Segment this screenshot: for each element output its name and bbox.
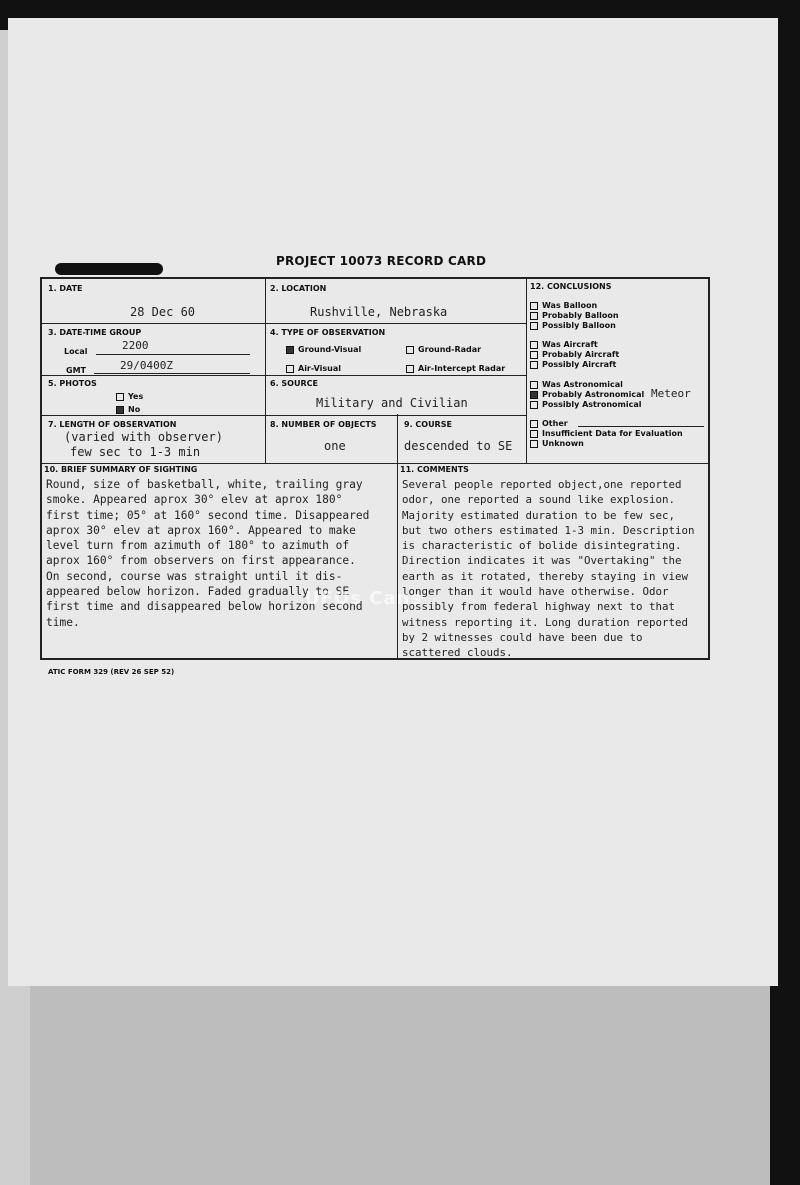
summary-line: aprox 30° elev at aprox 160°. Appeared to make [46,523,356,537]
conclusion-item [530,439,584,448]
checkbox-icon [530,312,538,320]
air-visual-label: Air-Visual [298,364,342,373]
redaction-mark [55,263,163,275]
comments-line: odor, one reported a sound like explosion. [402,493,676,507]
conclusion-label: Probably Astronomical [542,390,645,399]
checkbox-icon [530,401,538,409]
local-underline [96,354,250,355]
summary-line: first time and disappeared below horizon second [46,600,363,614]
card-title: PROJECT 10073 RECORD CARD [276,254,487,268]
conclusion-item [530,360,616,369]
comments-text [402,477,695,661]
air-visual-option [286,364,341,373]
length-line2: few sec to 1-3 min [70,445,201,459]
conclusion-label: Possibly Balloon [542,321,616,330]
checked-box-icon [116,406,124,414]
comments-line: Several people reported object,one reported [402,478,682,491]
photos-no-option [116,405,140,414]
checkbox-icon [530,351,538,359]
summary-line: aprox 160° from observers on first appearance. [46,554,356,568]
conclusion-label: Probably Aircraft [542,350,620,359]
photos-yes-option [116,392,143,401]
checked-box-icon [286,346,294,354]
comments-line: by 2 witnesses could have been due to [402,630,643,644]
other-underline [578,426,704,427]
gmt-underline [94,373,250,374]
conclusion-label: Was Astronomical [542,380,623,389]
comments-line: scattered clouds. [402,646,513,660]
ground-visual-option [286,345,361,354]
gmt-label: GMT [66,366,86,375]
dtg-label: 3. DATE-TIME GROUP [48,328,142,337]
ground-radar-option [406,345,481,354]
summary-line: On second, course was straight until it dis- [46,569,343,583]
date-label: 1. DATE [48,284,83,293]
checked-box-icon [530,391,538,399]
course-label: 9. COURSE [404,420,452,429]
photos-no-label: No [128,405,141,414]
local-label: Local [64,347,88,356]
ground-visual-label: Ground-Visual [298,345,362,354]
conclusion-label: Unknown [542,439,584,448]
watermark: UFOs Cans [305,588,423,609]
comments-line: witness reporting it. Long duration reported [402,615,689,629]
conclusion-item [530,350,619,359]
number-label: 8. NUMBER OF OBJECTS [270,420,377,429]
conclusion-item [530,429,683,438]
comments-line: but two others estimated 1-3 min. Description [402,523,695,537]
conclusion-label: Other [542,419,568,428]
conclusions-label: 12. CONCLUSIONS [530,282,612,291]
checkbox-icon [406,346,414,354]
conclusion-label: Probably Balloon [542,311,619,320]
date-value: 28 Dec 60 [130,305,196,319]
checkbox-icon [286,365,294,373]
checkbox-icon [530,302,538,310]
gmt-value: 29/0400Z [120,359,173,372]
checkbox-icon [116,393,124,401]
divider [397,414,398,660]
comments-line: longer than it would have otherwise. Odor [402,585,669,599]
checkbox-icon [530,361,538,369]
comments-line: Direction indicates it was "Overtaking" the [402,554,682,568]
conclusion-label: Possibly Astronomical [542,400,642,409]
conclusion-item [530,340,598,349]
conclusion-item [530,311,619,320]
location-value: Rushville, Nebraska [310,305,448,319]
source-label: 6. SOURCE [270,379,318,388]
comments-line: Majority estimated duration to be few sec, [402,508,676,522]
conclusion-label: Insufficient Data for Evaluation [542,429,683,438]
divider [42,375,526,376]
checkbox-icon [530,430,538,438]
photos-label: 5. PHOTOS [48,379,97,388]
divider [42,415,526,416]
conclusion-item [530,301,597,310]
conclusion-item [530,419,568,428]
comments-label: 11. COMMENTS [400,465,469,474]
air-intercept-option [406,364,505,373]
comments-line: is characteristic of bolide disintegrating. [402,539,682,553]
summary-line: appeared below horizon. Faded gradually to SE [46,585,350,599]
local-value: 2200 [122,339,149,352]
summary-line: first time; 05° at 160° second time. Disappeared [46,508,370,522]
conclusion-label: Was Balloon [542,301,598,310]
comments-line: earth as it rotated, thereby staying in view [402,569,689,583]
checkbox-icon [530,420,538,428]
photos-yes-label: Yes [128,392,144,401]
ground-radar-label: Ground-Radar [418,345,482,354]
checkbox-icon [530,440,538,448]
meteor-note: Meteor [651,387,691,400]
checkbox-icon [530,322,538,330]
course-value: descended to SE [404,439,513,453]
checkbox-icon [530,341,538,349]
comments-line: possibly from federal highway next to that [402,600,676,614]
summary-label: 10. BRIEF SUMMARY OF SIGHTING [44,465,198,474]
length-line1: (varied with observer) [64,430,223,444]
summary-line: Round, size of basketball, white, trailing gray [46,478,363,491]
number-value: one [324,439,346,453]
type-label: 4. TYPE OF OBSERVATION [270,328,386,337]
conclusion-label: Possibly Aircraft [542,360,617,369]
conclusion-item [530,321,616,330]
form-id: ATIC FORM 329 (REV 26 SEP 52) [48,668,175,676]
divider [42,323,526,324]
source-value: Military and Civilian [316,396,468,410]
air-intercept-label: Air-Intercept Radar [418,364,506,373]
length-label: 7. LENGTH OF OBSERVATION [48,420,177,429]
conclusion-item [530,380,623,389]
checkbox-icon [406,365,414,373]
summary-line: smoke. Appeared aprox 30° elev at aprox 180° [46,493,343,507]
summary-line: level turn from azimuth of 180° to azimuth of [46,539,350,553]
divider [526,279,527,464]
conclusion-item-checked [530,390,644,399]
divider [42,463,708,464]
conclusion-label: Was Aircraft [542,340,598,349]
lower-page-edge [30,960,770,1185]
summary-line: time. [46,615,80,629]
divider [265,279,266,464]
conclusion-item [530,400,641,409]
checkbox-icon [530,381,538,389]
location-label: 2. LOCATION [270,284,327,293]
